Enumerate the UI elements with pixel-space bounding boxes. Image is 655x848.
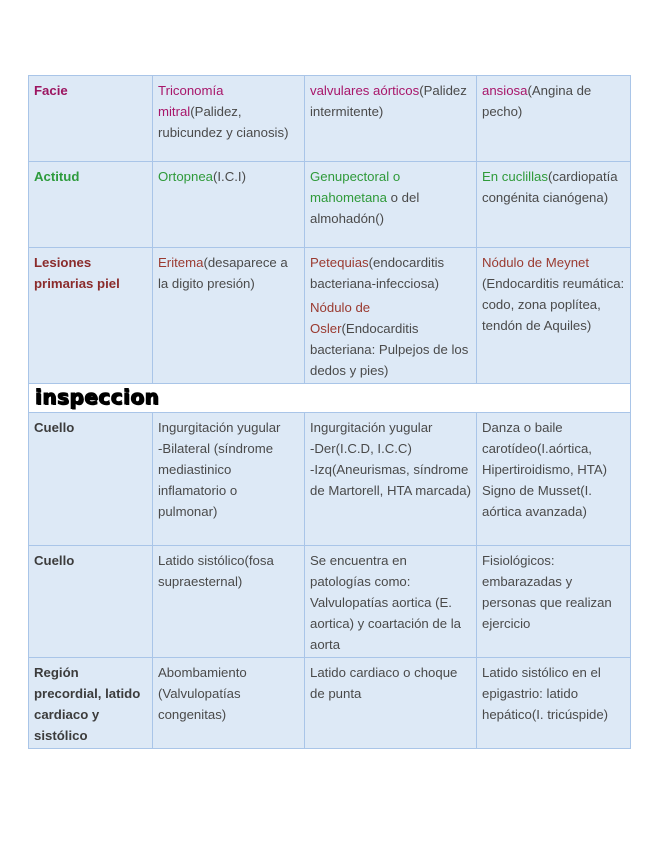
row-label-cell — [29, 658, 153, 749]
cell-text: (Angina de pecho) — [482, 83, 592, 119]
table-cell — [305, 76, 477, 162]
table-cell — [153, 413, 305, 546]
table-row — [29, 76, 631, 162]
clinical-table — [28, 75, 631, 749]
cell-text: (Palidez intermitente) — [310, 83, 467, 119]
table-row — [29, 546, 631, 658]
cell-text: (I.C.I) — [213, 169, 246, 184]
cell-text: (endocarditis bacteriana-infecciosa) — [310, 255, 445, 291]
cell-text: Latido cardiaco o choque de punta — [310, 665, 458, 701]
row-label-cell — [29, 546, 153, 658]
cell-text: -Izq(Aneurismas, síndrome de Martorell, HTA marcada) — [310, 462, 471, 498]
cell-text: (desaparece a la digito presión) — [158, 255, 288, 291]
row-label: Facie — [34, 83, 68, 98]
row-label: Cuello — [34, 420, 75, 435]
table-cell — [477, 162, 631, 248]
section-heading-cell — [29, 384, 631, 413]
table-cell — [305, 658, 477, 749]
table-row — [29, 162, 631, 248]
table-cell — [153, 162, 305, 248]
table-cell — [477, 76, 631, 162]
row-label-cell — [29, 76, 153, 162]
row-label-cell — [29, 162, 153, 248]
table-cell — [153, 76, 305, 162]
highlight-term: ansiosa — [482, 83, 528, 98]
row-label-cell — [29, 413, 153, 546]
table-row — [29, 248, 631, 384]
table-row — [29, 413, 631, 546]
cell-text: (Endocarditis bacteriana: Pulpejos de los dedos y pies) — [310, 321, 469, 378]
table-cell — [153, 658, 305, 749]
highlight-term: Nódulo de Osler — [310, 300, 371, 336]
highlight-term: Nódulo de Meynet — [482, 255, 590, 270]
highlight-term: Genupectoral o mahometana — [310, 169, 401, 205]
cell-text: Danza o baile carotídeo(I.aórtica, Hipertiroidismo, HTA) — [482, 420, 608, 477]
highlight-term: Petequias — [310, 255, 369, 270]
cell-text: Ingurgitación yugular — [158, 420, 281, 435]
table-cell — [305, 248, 477, 384]
row-label: Cuello — [34, 553, 75, 568]
highlight-term: Ortopnea — [158, 169, 213, 184]
cell-text: (Endocarditis reumática: codo, zona poplítea, tendón de Aquiles) — [482, 276, 625, 333]
row-label-cell — [29, 248, 153, 384]
table-cell — [305, 413, 477, 546]
table-cell — [477, 658, 631, 749]
cell-text: Latido sistólico(fosa supraesternal) — [158, 553, 274, 589]
highlight-term: Triconomía mitral — [158, 83, 224, 119]
cell-text: (cardiopatía congénita cianógena) — [482, 169, 618, 205]
table-cell — [477, 546, 631, 658]
table-cell — [153, 248, 305, 384]
cell-text: Abombamiento — [158, 665, 247, 680]
cell-text: Signo de Musset(I. aórtica avanzada) — [482, 483, 592, 519]
highlight-term: valvulares aórticos — [310, 83, 420, 98]
cell-text: -Der(I.C.D, I.C.C) — [310, 441, 412, 456]
row-label: Actitud — [34, 169, 80, 184]
cell-text: (Palidez, rubicundez y cianosis) — [158, 104, 289, 140]
highlight-term: Eritema — [158, 255, 204, 270]
cell-text: Fisiológicos: embarazadas y personas que realizan ejercicio — [482, 553, 612, 631]
cell-paragraph — [310, 297, 471, 381]
row-label: Región precordial, latido cardiaco y sistólico — [34, 665, 141, 743]
cell-text: Se encuentra en patologías como: Valvulopatías aortica (E. aortica) y coartación de la aorta — [310, 553, 461, 652]
cell-text: Ingurgitación yugular — [310, 420, 433, 435]
cell-text: Latido sistólico en el epigastrio: latido hepático(I. tricúspide) — [482, 665, 609, 722]
table-row — [29, 658, 631, 749]
section-heading: inspeccion — [35, 385, 160, 409]
cell-text: (Valvulopatías congenitas) — [158, 686, 241, 722]
section-heading-row — [29, 384, 631, 413]
table-cell — [305, 546, 477, 658]
table-cell — [477, 248, 631, 384]
row-label: Lesiones primarias piel — [34, 255, 120, 291]
cell-paragraph — [310, 252, 471, 294]
table-cell — [477, 413, 631, 546]
table-cell — [153, 546, 305, 658]
highlight-term: En cuclillas — [482, 169, 548, 184]
cell-text: o del almohadón() — [310, 190, 420, 226]
cell-text: -Bilateral (síndrome mediastinico inflamatorio o pulmonar) — [158, 441, 274, 519]
table-cell — [305, 162, 477, 248]
